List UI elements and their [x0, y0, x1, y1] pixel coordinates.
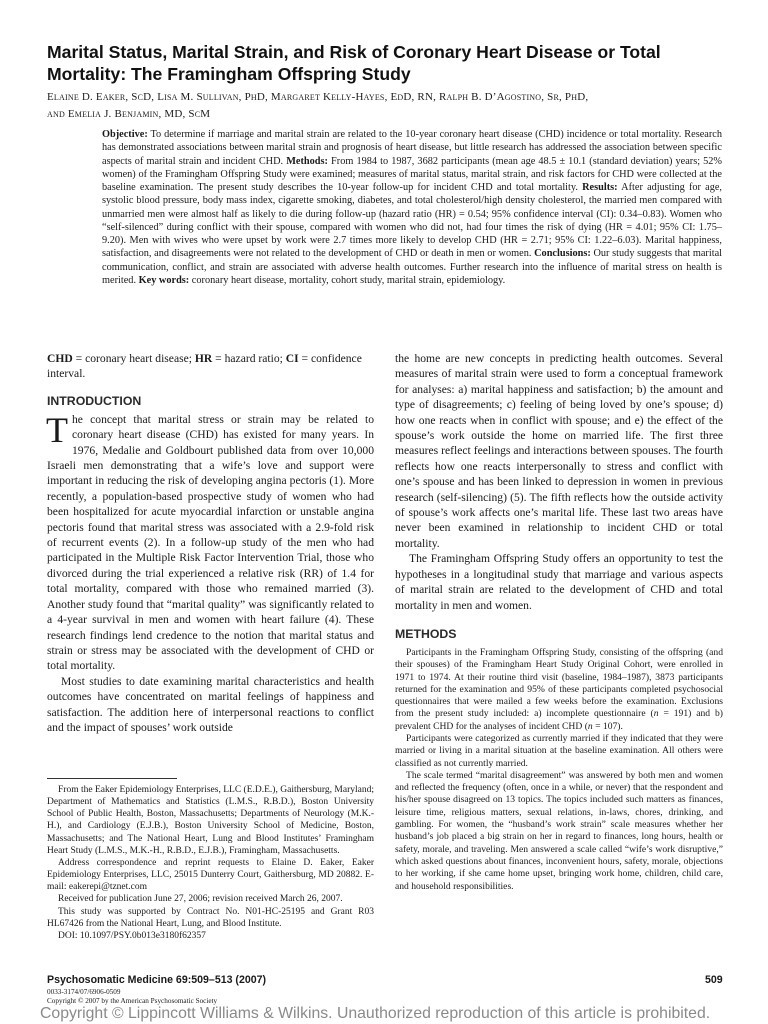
footnote-doi: DOI: 10.1097/PSY.0b013e3180f62357	[58, 930, 206, 941]
footnote-correspondence: Address correspondence and reprint requests to Elaine D. Eaker, Eaker Epidemiology Enterprises, LLC, 25015 Dunterry Court, Gaithersburg, MD 20882. E-mail: eakerepi@tznet.com	[47, 857, 374, 893]
journal-citation: Psychosomatic Medicine 69:509–513 (2007)	[47, 974, 267, 986]
footnote-support: This study was supported by Contract No. N01-HC-25195 and Grant R03 HL67426 from the National Heart, Lung, and Blood Institute.	[47, 906, 374, 929]
footnote-divider	[47, 778, 177, 779]
conclusions-label: Conclusions:	[534, 248, 591, 260]
issn-line: 0033-3174/07/6906-0509	[47, 988, 121, 996]
introduction-paragraph-1-text: he concept that marital stress or strain may be related to coronary heart disease (CHD) has existed for many years. In 1976, Medalie and Goldbourt published data from over 10,000 Israeli men demonstrating that a wife’s love and support were important in reducing the risk of developing angina pectoris (1). More recently, a population-based prospective study of women who had been hospitalized for acute myocardial infarction or unstable angina pectoris found that marital stress was associated with a 2.9-fold risk of recurrent events (2). In a follow-up study of the men who had participated in the Multiple Risk Factor Intervention Trial, those who divorced during the trial experienced a relative risk (RR) of 1.4 for total mortality, compared with those who remained married (3). Another study found that “marital quality” was significantly related to a 4-year survival in men and women with heart failure (4). These research findings lend credence to the notion that marital status and strain or stress may be associated with the development of CHD or total mortality.	[47, 412, 374, 673]
keywords-text: coronary heart disease, mortality, cohort study, marital strain, epidemiology.	[189, 274, 506, 286]
footnotes	[47, 784, 374, 942]
introduction-paragraph-3: The Framingham Offspring Study offers an opportunity to test the hypotheses in a longitudinal study that marriage and various aspects of marital strain are related to the development of CHD and total mortality in men and women.	[395, 552, 723, 612]
abbr-chd-def: = coronary heart disease;	[72, 352, 195, 365]
results-text: After adjusting for age, systolic blood pressure, body mass index, cigarette smoking, diabetes, and total cholesterol/high density cholesterol, the married men compared with unmarried men were almost half as likely to die during follow-up (hazard ratio (HR) = 0.54; 95% confidence interval (CI): 0.34–0.83). Women who “self-silenced” during conflict with their spouse, compared with women who did not, had four times the risk of dying (HR = 4.01; 95% CI: 1.75–9.20). Men with wives who were upset by work were 2.7 times more likely to develop CHD (HR = 2.71; 95% CI: 1.22–6.03). Marital happiness, satisfaction, and disagreements were not related to the development of CHD or death in men or women.	[102, 182, 723, 260]
conclusions-text: Our study suggests that marital communication, conflict, and strain are associated with adverse health outcomes. Further research into the influence of marital stress on health is merited.	[102, 248, 723, 286]
author-line-2: and Emelia J. Benjamin, MD, ScM	[47, 108, 211, 120]
left-column	[47, 351, 374, 735]
methods-paragraph-3: The scale termed “marital disagreement” was answered by both men and women and reflected the frequency (often, once in a while, or never) that the respondent and his/her spouse disagreed on 13 topics. The topics included such matters as finances, leisure time, religious matters, sexual relations, in-laws, chores, drinking, and gambling. For women, the “husband’s work strain” scale measures whether her husband’s job placed a big strain on her in regard to finances, long hours, health or safety, morale, and traveling. Men answered a scale called “wife’s work disruptive,” which asked questions about finances, inconvenient hours, safety, morale, objections to her working, if she came home upset, bringing work home, children, child care, and household responsibilities.	[395, 769, 723, 892]
dropcap-letter: T	[46, 409, 68, 450]
abbr-chd: CHD	[47, 352, 73, 365]
copyright-line: Copyright © 2007 by the American Psychosomatic Society	[47, 997, 218, 1005]
methods-p1-a: Participants in the Framingham Offspring Study, consisting of the offspring (and their spouses) of the Framingham Heart Study Original Cohort, were enrolled in 1971 to 1974. At their routine third visit (baseline, 1984–1987), 3873 participants returned for the examination and 95% of these participants completed psychosocial questionnaires that were mailed a few weeks before the examination. Exclusions from the present study included: a) incomplete questionnaire (	[395, 646, 723, 720]
abbr-hr-def: = hazard ratio;	[212, 352, 286, 365]
author-list	[47, 89, 737, 123]
keywords-label: Key words:	[138, 274, 190, 286]
article-title: Marital Status, Marital Strain, and Risk of Coronary Heart Disease or Total Mortality: The Framingham Offspring Study	[47, 42, 661, 84]
results-label: Results:	[582, 182, 618, 193]
methods-paragraph-1	[395, 647, 723, 733]
objective-label: Objective:	[102, 129, 148, 140]
introduction-heading: INTRODUCTION	[47, 393, 142, 408]
abbr-ci-def: = confidence interval.	[47, 352, 362, 381]
methods-paragraph-2: Participants were categorized as currently married if they indicated that they were married or living in a marital situation at the baseline examination. All others were classified as not currently married.	[395, 732, 723, 769]
methods-p1-c: = 107).	[592, 720, 623, 732]
methods-heading: METHODS	[395, 626, 457, 641]
author-line-1: Elaine D. Eaker, ScD, Lisa M. Sullivan, PhD, Margaret Kelly-Hayes, EdD, RN, Ralph B. D’Agostino, Sr, PhD,	[47, 91, 589, 103]
objective-text: To determine if marriage and marital strain are related to the 10-year coronary heart disease (CHD) incidence or total mortality. Research has demonstrated associations between marital strain and prognosis of heart disease, but little research has addressed the association between specific aspects of marital strain and incident CHD.	[102, 129, 722, 167]
right-column	[395, 351, 723, 893]
abbr-ci: CI	[285, 352, 299, 365]
abstract	[102, 128, 722, 287]
footnote-affiliations: From the Eaker Epidemiology Enterprises, LLC (E.D.E.), Gaithersburg, Maryland; Department of Mathematics and Statistics (L.M.S., R.B.D.), Boston University School of Public Health, Boston, Massachusetts; Departments of Neurology (M.K.-H.), and Cardiology (E.J.B.), Boston University School of Medicine, Boston, Massachusetts; and The National Heart, Lung and Blood Institutes’ Framingham Heart Study (L.M.S., M.K.-H., R.B.D., E.J.B.), Framingham, Massachusetts.	[47, 785, 374, 856]
footnote-received: Received for publication June 27, 2006; revision received March 26, 2007.	[58, 894, 343, 905]
methods-text: From 1984 to 1987, 3682 participants (mean age 48.5 ± 10.1 (standard deviation) years; 52% women) of the Framingham Offspring Study were examined; measures of marital status, marital strain, and risk factors for CHD were collected at the baseline examination. The present study describes the 10-year follow-up for incident CHD and total mortality.	[102, 155, 723, 193]
methods-label: Methods:	[286, 155, 328, 167]
n-symbol-1: n	[653, 708, 659, 720]
introduction-paragraph-1	[46, 409, 374, 674]
introduction-paragraph-2: Most studies to date examining marital characteristics and health outcomes have concentrated on marital feelings of happiness and satisfaction. The addition here of interpersonal reactions to conflict and the impact of spouses’ work outside	[47, 674, 374, 734]
page-number: 509	[705, 974, 723, 986]
methods-p1-b: = 191) and b) prevalent CHD for the analyses of incident CHD (	[395, 708, 723, 732]
introduction-paragraph-2-continued: the home are new concepts in predicting health outcomes. Several measures of marital strain were used to form a conceptual framework for analyses: a) marital happiness and satisfaction; b) the amount and type of disagreements; c) feeling of being loved by one’s spouse; d) how one reacts when in conflict with spouse; and e) the effect of the spouse’s work outside the home on married life. The first three measures reflect feelings and interactions between spouses. The fourth reflects how one reacts interpersonally to stress and conflict with one’s spouse and has been linked to depression in women in previous research (self-silencing) (5). The fifth reflects how the outside activity of spouse’s work affects one’s marital life. These last two areas have never been examined in relationship to incident CHD or total mortality.	[395, 352, 723, 550]
abbr-hr: HR	[194, 352, 213, 365]
abbreviations	[47, 351, 374, 382]
copyright-banner: Copyright © Lippincott Williams & Wilkins. Unauthorized reproduction of this article is prohibited.	[40, 1005, 711, 1022]
n-symbol-2: n	[587, 720, 593, 732]
